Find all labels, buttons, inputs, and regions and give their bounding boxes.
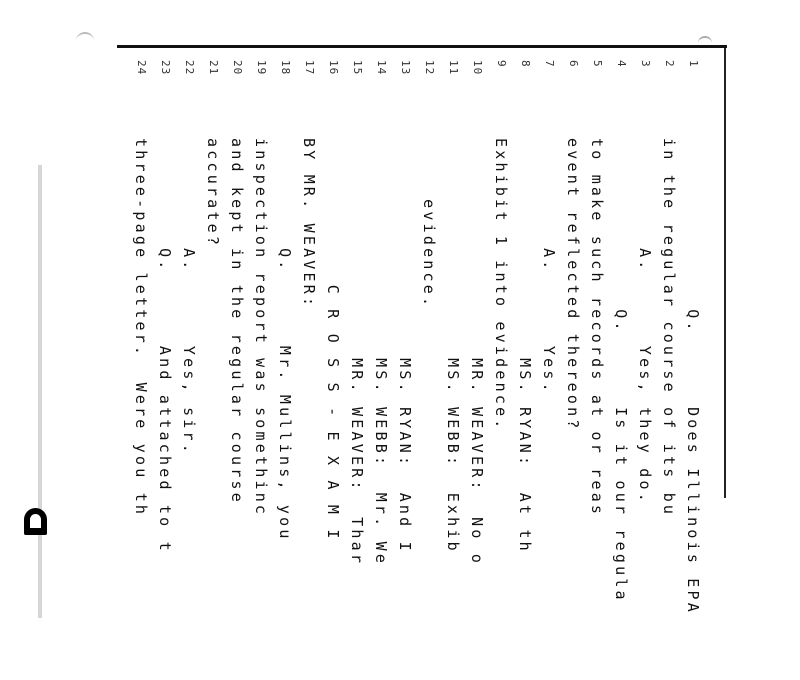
line-number: 5	[591, 60, 604, 68]
line-text: Q. Does Illinois EPA	[684, 138, 702, 615]
scan-edge-shadow	[38, 165, 42, 618]
line-number: 6	[567, 60, 580, 68]
line-number: 22	[183, 60, 196, 76]
line-text: Exhibit 1 into evidence.	[492, 138, 510, 432]
line-text: inspection report was somethinc	[252, 138, 270, 518]
line-text: MR. WEAVER: No o	[468, 138, 486, 567]
line-text: MR. WEAVER: Thar	[348, 138, 366, 567]
line-number: 17	[303, 60, 316, 76]
transcript-line	[465, 60, 489, 680]
line-text: Q. Mr. Mullins, you	[276, 138, 294, 542]
line-text: MS. WEBB: Mr. We	[372, 138, 390, 567]
transcript-line	[153, 60, 177, 680]
line-text: accurate?	[204, 138, 222, 249]
line-text: and kept in the regular course	[228, 138, 246, 505]
transcript-line	[633, 60, 657, 680]
transcript-page	[105, 60, 705, 680]
line-text: A. Yes, they do.	[636, 138, 654, 505]
transcript-line	[345, 60, 369, 680]
transcript-line	[129, 60, 153, 680]
line-number: 18	[279, 60, 292, 76]
line-number: 14	[375, 60, 388, 76]
transcript-line	[201, 60, 225, 680]
line-number: 16	[327, 60, 340, 76]
line-number: 2	[663, 60, 676, 68]
line-number: 11	[447, 60, 460, 76]
page-border-top	[117, 45, 727, 48]
line-text: Q. And attached to t	[156, 138, 174, 554]
line-text: event reflected thereon?	[564, 138, 582, 432]
transcript-line	[609, 60, 633, 680]
transcript-line	[441, 60, 465, 680]
corner-mark	[76, 32, 94, 44]
transcript-line	[417, 60, 441, 680]
transcript-line	[297, 60, 321, 680]
line-text: C R O S S - E X A M I	[324, 138, 342, 542]
transcript-line	[273, 60, 297, 680]
transcript-line	[369, 60, 393, 680]
line-text: MS. RYAN: At th	[516, 138, 534, 554]
line-text: MS. WEBB: Exhib	[444, 138, 462, 554]
line-text: in the regular course of its bu	[660, 138, 678, 518]
transcript-line	[657, 60, 681, 680]
transcript-line	[585, 60, 609, 680]
line-number: 21	[207, 60, 220, 76]
binder-hole-icon	[24, 508, 47, 535]
transcript-line	[681, 60, 705, 680]
line-number: 4	[615, 60, 628, 68]
corner-mark	[698, 36, 712, 44]
line-text: A. Yes.	[540, 138, 558, 395]
line-number: 3	[639, 60, 652, 68]
line-number: 23	[159, 60, 172, 76]
line-number: 7	[543, 60, 556, 68]
transcript-line	[513, 60, 537, 680]
transcript-line	[561, 60, 585, 680]
page-border-right	[724, 48, 726, 498]
line-text: evidence.	[420, 138, 438, 310]
line-number: 9	[495, 60, 508, 68]
line-number: 12	[423, 60, 436, 76]
transcript-line	[393, 60, 417, 680]
line-number: 20	[231, 60, 244, 76]
line-number: 10	[471, 60, 484, 76]
line-number: 15	[351, 60, 364, 76]
line-text: MS. RYAN: And I	[396, 138, 414, 554]
line-text: to make such records at or reas	[588, 138, 606, 518]
transcript-line	[489, 60, 513, 680]
transcript-line	[177, 60, 201, 680]
transcript-line	[537, 60, 561, 680]
line-text: BY MR. WEAVER:	[300, 138, 318, 310]
line-text: Q. Is it our regula	[612, 138, 630, 603]
transcript-line	[321, 60, 345, 680]
transcript-line	[225, 60, 249, 680]
line-text: A. Yes, sir.	[180, 138, 198, 456]
line-number: 19	[255, 60, 268, 76]
line-number: 13	[399, 60, 412, 76]
line-number: 24	[135, 60, 148, 76]
line-number: 8	[519, 60, 532, 68]
line-number: 1	[687, 60, 700, 68]
line-text: three-page letter. Were you th	[132, 138, 150, 518]
transcript-line	[249, 60, 273, 680]
